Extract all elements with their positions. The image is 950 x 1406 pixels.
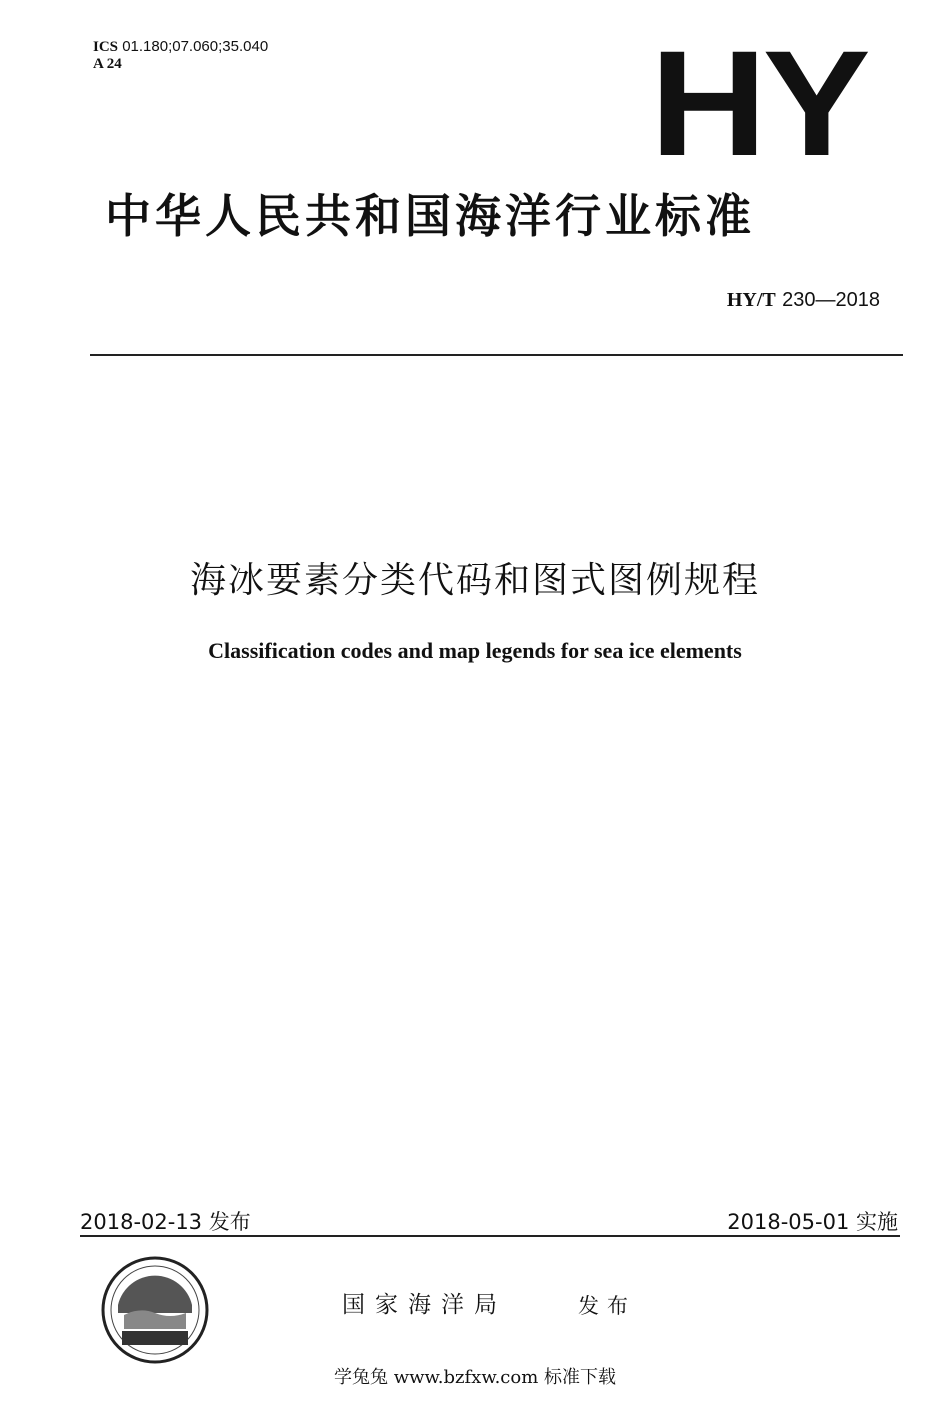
publisher-name: 国家海洋局 xyxy=(342,1292,507,1318)
effective-date: 2018-05-01 实施 xyxy=(727,1210,898,1234)
document-title-cn: 海冰要素分类代码和图式图例规程 xyxy=(189,560,760,601)
footer-watermark: 学兔兔 www.bzfxw.com 标准下载 xyxy=(333,1367,617,1388)
hy-logo: HY xyxy=(650,19,867,187)
issue-date: 2018-02-13 发布 xyxy=(80,1210,251,1234)
ics-label: ICS xyxy=(93,39,119,55)
bottom-divider xyxy=(80,1235,900,1237)
document-title-en: Classification codes and map legends for sea ice elements xyxy=(208,638,742,663)
ics-code xyxy=(93,38,268,56)
standard-code: 230—2018 xyxy=(782,289,880,311)
standard-prefix: HY/T xyxy=(726,289,776,311)
classification-code: A 24 xyxy=(93,56,122,72)
org-title: 中华人民共和国海洋行业标准 xyxy=(105,189,755,243)
anti-counterfeit-seal-icon xyxy=(100,1255,210,1365)
publisher-action: 发布 xyxy=(578,1294,636,1318)
ics-codes: 01.180;07.060;35.040 xyxy=(122,38,269,55)
top-divider xyxy=(90,354,903,356)
standard-number xyxy=(727,287,880,312)
